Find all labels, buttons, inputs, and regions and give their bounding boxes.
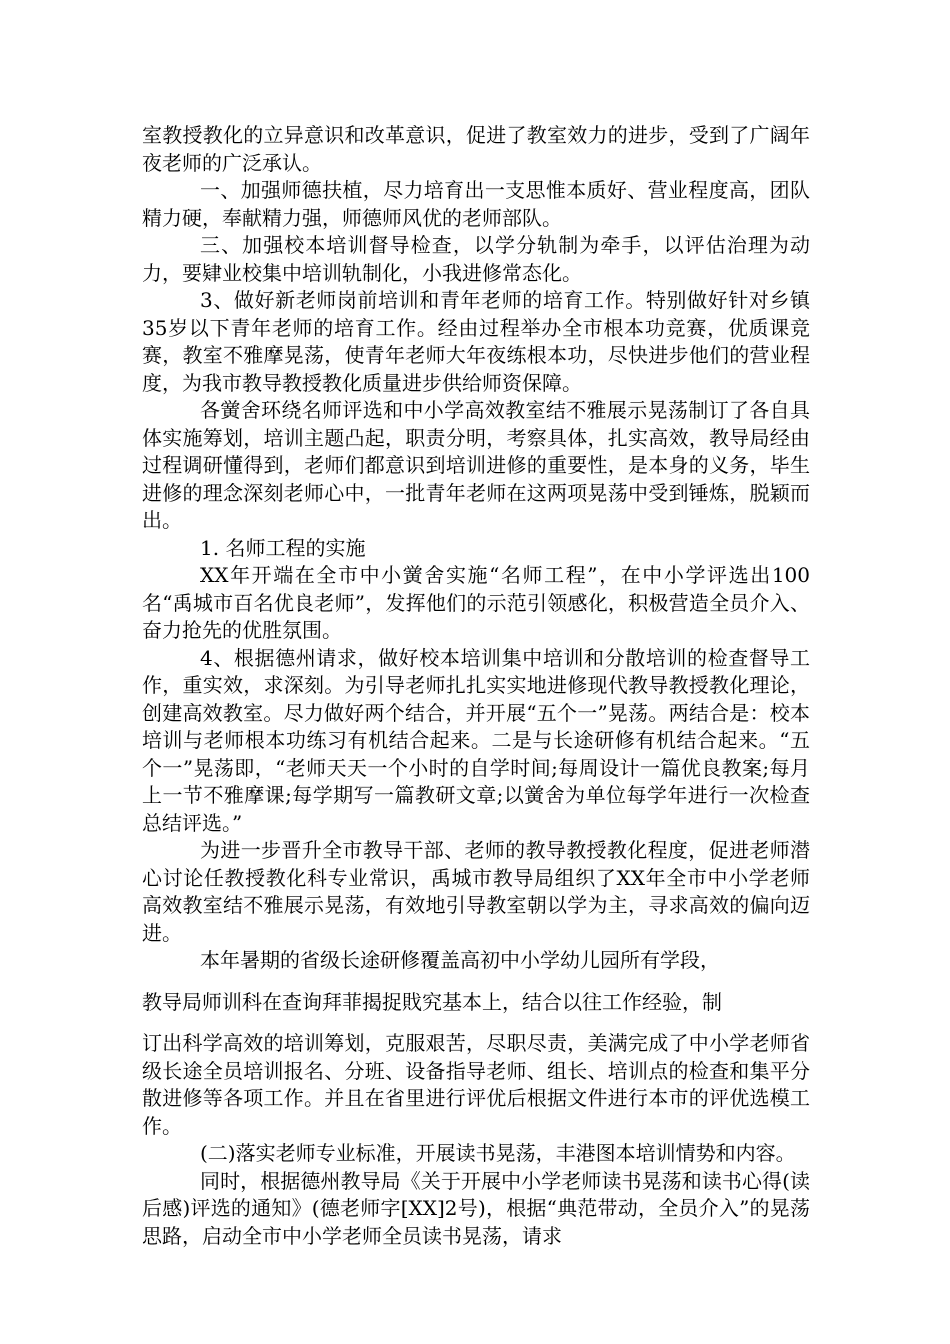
- paragraph: 同时，根据德州教导局《关于开展中小学老师读书晃荡和读书心得(读后感)评选的通知》(德老师字[XX]2号)，根据“典范带动，全员介入”的晃荡思路，启动全市中小学老师全员读书晃荡，请求: [142, 1168, 810, 1248]
- paragraph: (二)落实老师专业标准，开展读书晃荡，丰港图本培训情势和内容。: [200, 1141, 796, 1165]
- document-body: [142, 122, 810, 1250]
- paragraph: 1. 名师工程的实施: [200, 535, 366, 560]
- paragraph: 为进一步晋升全市教导干部、老师的教导教授教化程度，促进老师潜心讨论任教授教化科专业常识，禹城市教导局组织了XX年全市中小学老师高效教室结不雅展示晃荡，有效地引导教室朝以学为主，寻求高效的偏向迈进。: [142, 838, 810, 945]
- paragraph: 订出科学高效的培训筹划，克服艰苦，尽职尽责，美满完成了中小学老师省级长途全员培训报名、分班、设备指导老师、组长、培训点的检查和集平分散进修等各项工作。并且在省里进行评优后根据文件进行本市的评优选模工作。: [142, 1031, 810, 1138]
- paragraph: 3、做好新老师岗前培训和青年老师的培育工作。特别做好针对乡镇35岁以下青年老师的培育工作。经由过程举办全市根本功竞赛，优质课竞赛，教室不雅摩晃荡，使青年老师大年夜练根本功，尽快进步他们的营业程度，为我市教导教授教化质量进步供给师资保障。: [142, 288, 810, 395]
- paragraph: 一、加强师德扶植，尽力培育出一支思惟本质好、营业程度高，团队精力硬，奉献精力强，师德师风优的老师部队。: [142, 178, 810, 230]
- paragraph: 本年暑期的省级长途研修覆盖高初中小学幼儿园所有学段，: [200, 948, 720, 972]
- paragraph: 教导局师训科在查询拜菲揭捉戝究基本上，结合以往工作经验，制: [142, 989, 722, 1014]
- paragraph: XX年开端在全市中小黉舍实施“名师工程”，在中小学评选出100名“禹城市百名优良老师”，发挥他们的示范引领感化，积极营造全员介入、奋力抢先的优胜氛围。: [142, 563, 810, 642]
- paragraph: 各黉舍环绕名师评选和中小学高效教室结不雅展示晃荡制订了各自具体实施筹划，培训主题凸起，职责分明，考察具体，扎实高效，教导局经由过程调研懂得到，老师们都意识到培训进修的重要性，是本身的义务，毕生进修的理念深刻老师心中，一批青年老师在这两项晃荡中受到锤炼，脱颖而出。: [142, 398, 810, 532]
- paragraph: 三、加强校本培训督导检查，以学分轨制为牵手，以评估治理为动力，要肄业校集中培训轨制化，小我进修常态化。: [142, 233, 810, 285]
- paragraph: 4、根据德州请求，做好校本培训集中培训和分散培训的检查督导工作，重实效，求深刻。为引导老师扎扎实实地进修现代教导教授教化理论，创建高效教室。尽力做好两个结合，并开展“五个一”晃荡。两结合是：校本培训与老师根本功练习有机结合起来。二是与长途研修有机结合起来。“五个一”晃荡即，“老师天天一个小时的自学时间;每周设计一篇优良教案;每月上一节不雅摩课;每学期写一篇教研文章;以黉舍为单位每学年进行一次检查总结评选。”: [142, 645, 810, 835]
- paragraph: 室教授教化的立异意识和改革意识，促进了教室效力的进步，受到了广阔年夜老师的广泛承认。: [142, 123, 810, 175]
